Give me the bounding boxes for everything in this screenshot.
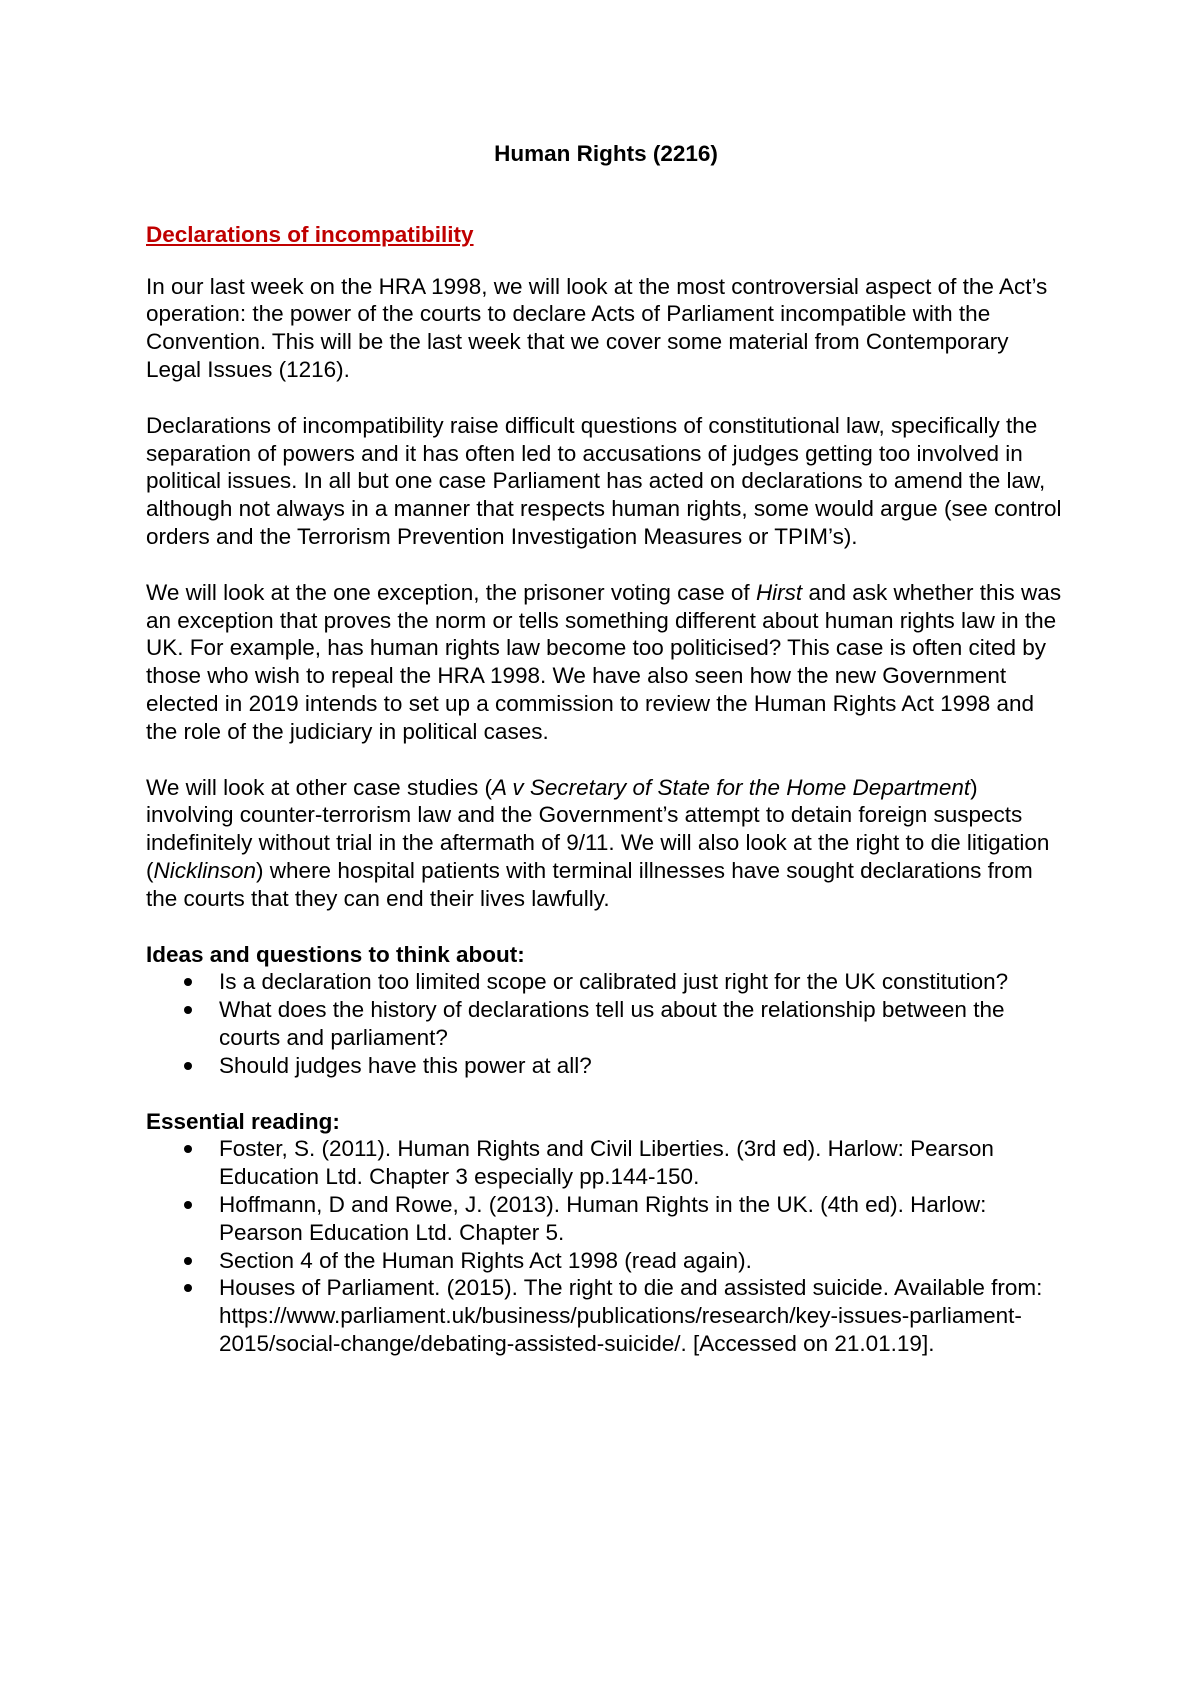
list-item: What does the history of declarations tell us about the relationship between the courts and parliament?: [146, 996, 1066, 1052]
case-studies-text-2: ) involving counter-terrorism law and the Government’s attempt to detain foreign suspects indefinitely without trial in the aftermath of 9/11. We will also look at the right to die litigation (: [146, 774, 1050, 883]
case-studies-text-3: ) where hospital patients with terminal illnesses have sought declarations from the courts that they can end their lives lawfully.: [146, 857, 1033, 911]
bullet-icon: [184, 1062, 192, 1070]
case-name-a-v-secretary: A v Secretary of State for the Home Department: [491, 774, 971, 800]
document-title: Human Rights (2216): [494, 141, 718, 166]
list-item: Houses of Parliament. (2015). The right to die and assisted suicide. Available from: https://www.parliament.uk/business/publications/research/key-issues-parliament-2015/social-change/debating-assisted-suicide/. [Accessed on 21.01.19].: [146, 1274, 1066, 1357]
case-studies-text-1: We will look at other case studies (: [146, 774, 492, 800]
ideas-heading: Ideas and questions to think about:: [146, 941, 525, 967]
ideas-list: [146, 968, 1066, 1079]
document-page: [146, 140, 1066, 1386]
paragraph-declarations: Declarations of incompatibility raise difficult questions of constitutional law, specifically the separation of powers and it has often led to accusations of judges getting too involved in political issues. In all but one case Parliament has acted on declarations to amend the law, although not always in a manner that respects human rights, some would argue (see control orders and the Terrorism Prevention Investigation Measures or TPIM’s).: [146, 412, 1062, 549]
list-item: Section 4 of the Human Rights Act 1998 (read again).: [146, 1247, 1066, 1275]
list-item: Is a declaration too limited scope or calibrated just right for the UK constitution?: [146, 968, 1066, 996]
paragraph-hirst: [146, 579, 1066, 746]
bullet-icon: [184, 1006, 192, 1014]
case-name-hirst: Hirst: [755, 579, 803, 605]
hirst-text-before: We will look at the one exception, the prisoner voting case of: [146, 579, 756, 605]
bullet-icon: [184, 1257, 192, 1265]
hirst-text-after: and ask whether this was an exception that proves the norm or tells something different about human rights law in the UK. For example, has human rights law become too politicised? This case is often cited by those who wish to repeal the HRA 1998. We have also seen how the new Government elected in 2019 intends to set up a commission to review the Human Rights Act 1998 and the role of the judiciary in political cases.: [146, 579, 1062, 744]
paragraph-intro: In our last week on the HRA 1998, we will look at the most controversial aspect of the Act’s operation: the power of the courts to declare Acts of Parliament incompatible with the Convention. This will be the last week that we cover some material from Contemporary Legal Issues (1216).: [146, 273, 1048, 382]
bullet-icon: [184, 1284, 192, 1292]
list-item: Foster, S. (2011). Human Rights and Civil Liberties. (3rd ed). Harlow: Pearson Education Ltd. Chapter 3 especially pp.144-150.: [146, 1135, 1066, 1191]
section-heading: Declarations of incompatibility: [146, 221, 474, 247]
bullet-icon: [184, 1145, 192, 1153]
case-name-nicklinson: Nicklinson: [153, 857, 257, 883]
list-item: Should judges have this power at all?: [146, 1052, 1066, 1080]
bullet-icon: [184, 978, 192, 986]
bullet-icon: [184, 1201, 192, 1209]
paragraph-case-studies: [146, 774, 1066, 913]
reading-list: [146, 1135, 1066, 1357]
list-item: Hoffmann, D and Rowe, J. (2013). Human Rights in the UK. (4th ed). Harlow: Pearson Education Ltd. Chapter 5.: [146, 1191, 1066, 1247]
reading-heading: Essential reading:: [146, 1108, 340, 1134]
